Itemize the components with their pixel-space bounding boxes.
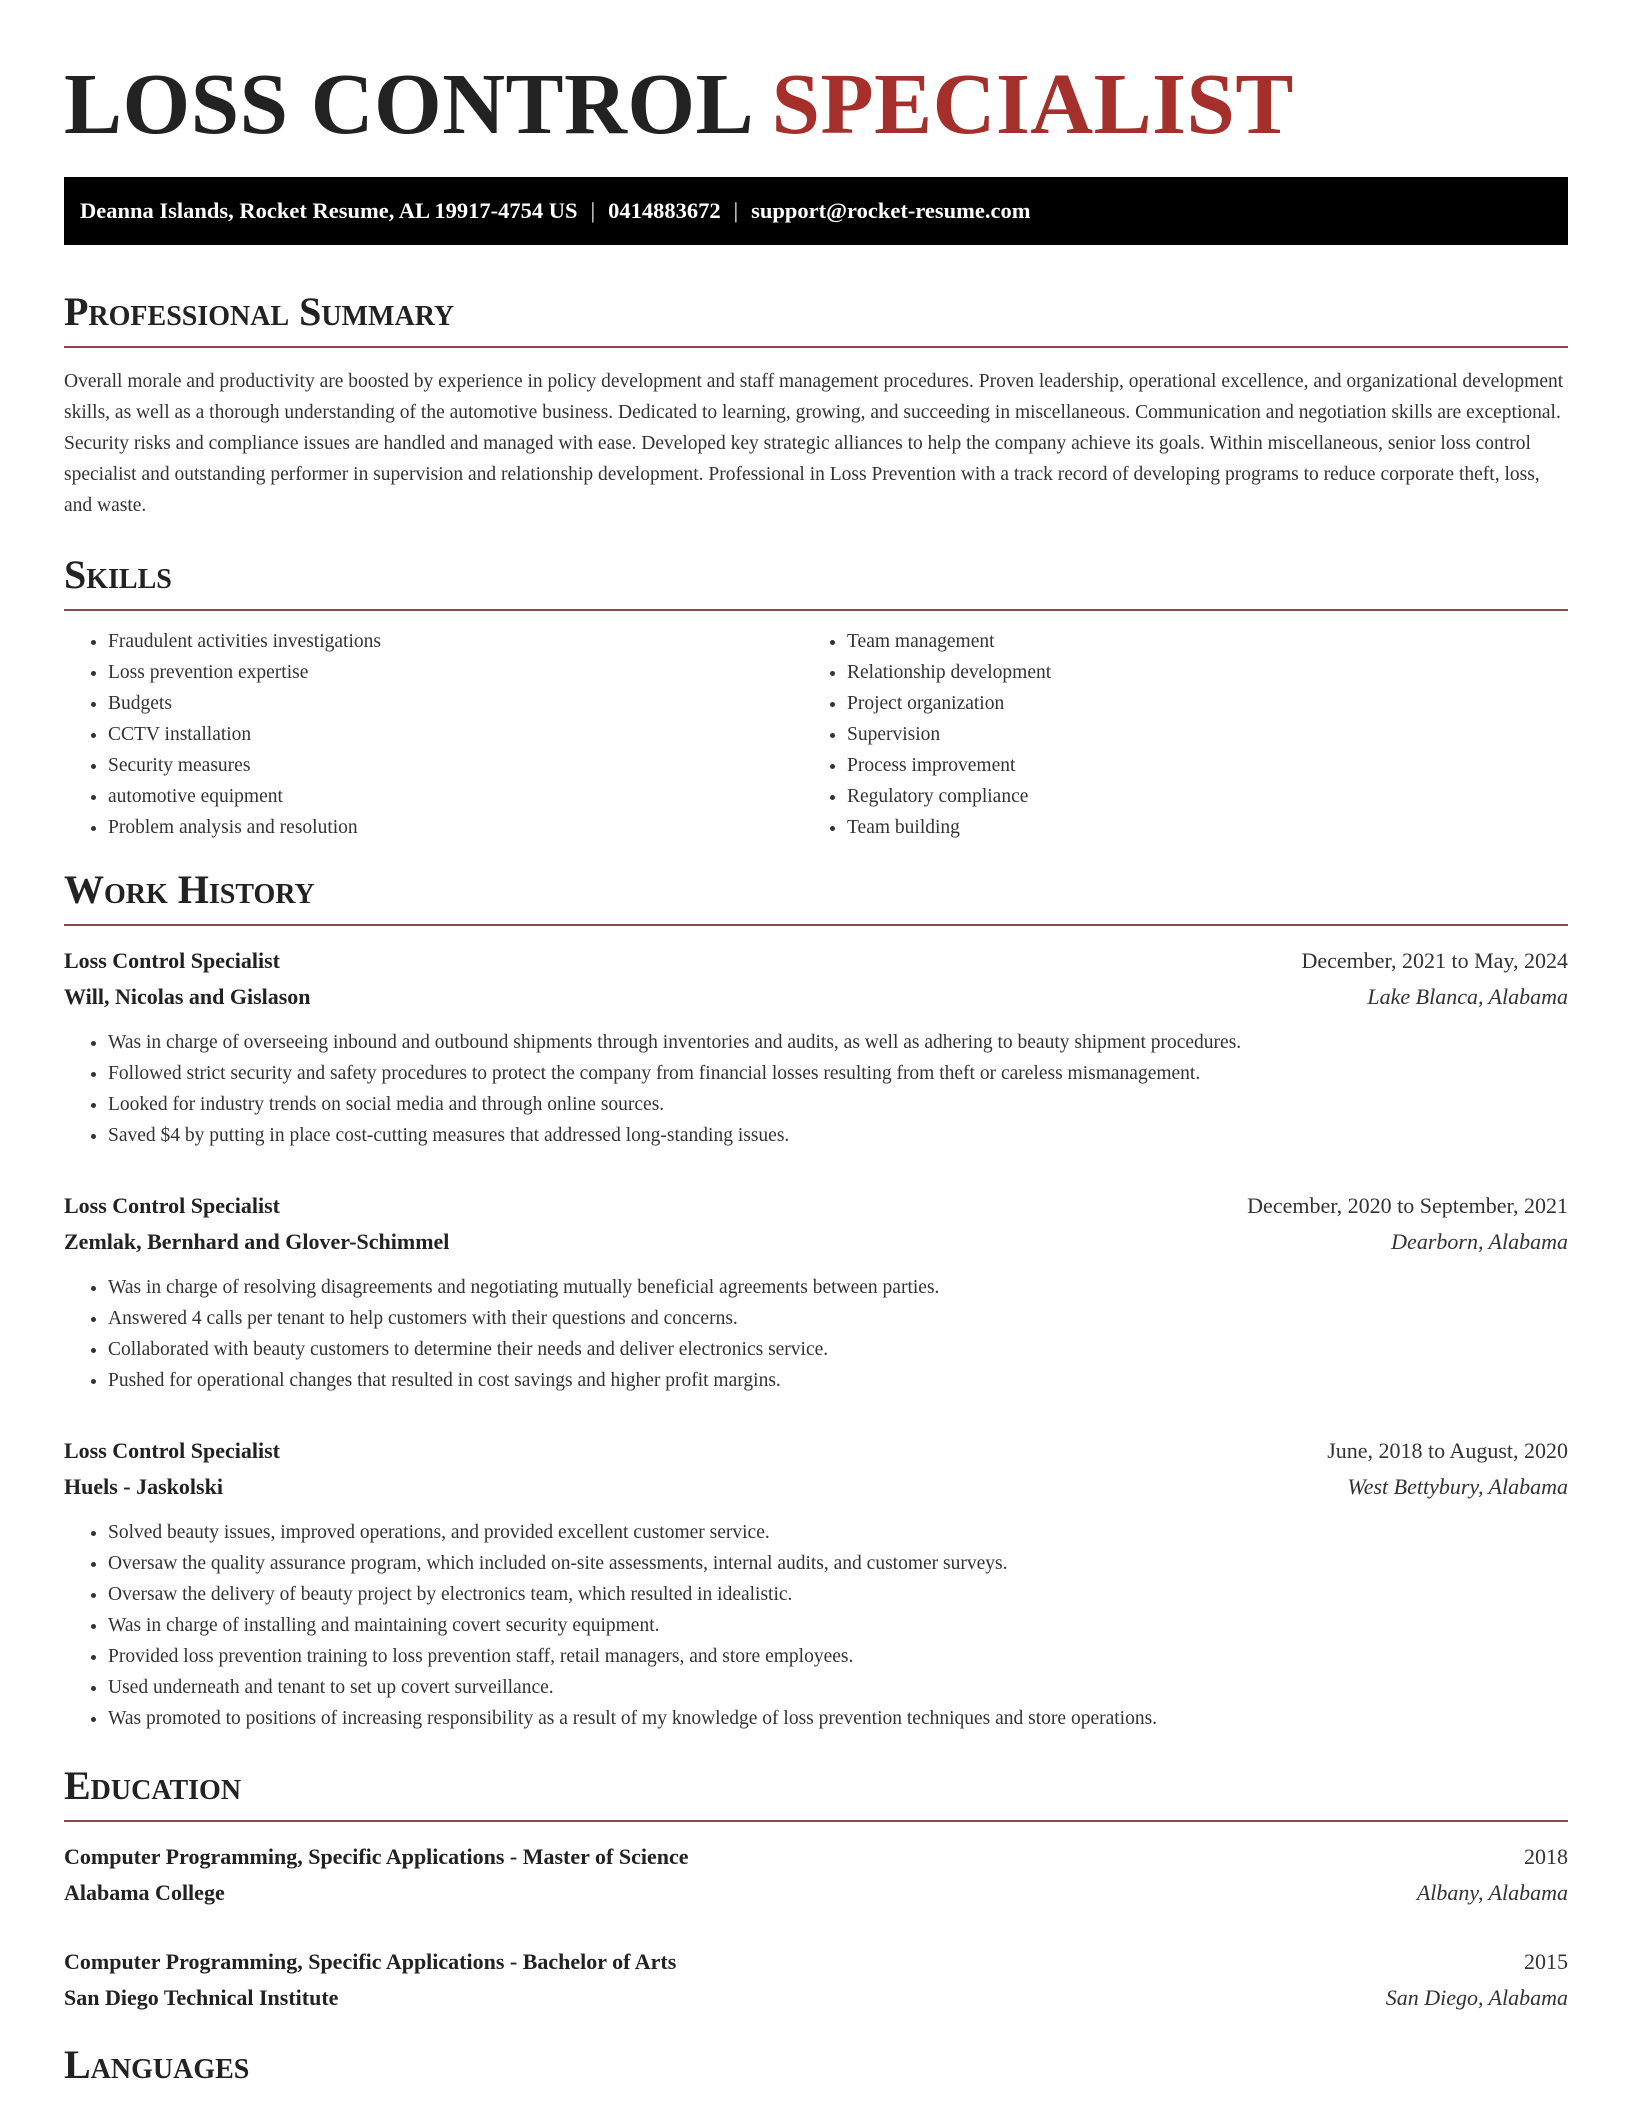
languages-heading: Languages [64, 2042, 250, 2087]
job-bullet: • Answered 4 calls per tenant to help customers with their questions and concerns. [108, 1303, 1568, 1334]
education-heading: Education [64, 1762, 1568, 1822]
contact-separator: | [590, 198, 596, 223]
contact-phone: 0414883672 [608, 198, 721, 223]
job-company-row [64, 1469, 1568, 1505]
skill-item: • Regulatory compliance [847, 781, 1567, 812]
summary-heading: Professional Summary [64, 288, 1568, 348]
job-company-row [64, 979, 1568, 1015]
job-bullets [64, 1027, 1568, 1151]
job-bullet: • Was in charge of overseeing inbound and outbound shipments through inventories and audits, as well as adhering to beauty shipment procedures. [108, 1027, 1568, 1058]
education-degree-row [64, 1944, 1568, 1980]
skills-list [64, 626, 1568, 843]
job-entry [64, 1433, 1568, 1734]
skills-column-right [804, 626, 1567, 843]
education-school: Alabama College [64, 1880, 225, 1905]
job-header-row [64, 1188, 1568, 1224]
education-degree: Computer Programming, Specific Applications - Master of Science [64, 1844, 689, 1869]
education-location: San Diego, Alabama [1385, 1985, 1568, 2010]
job-company: Will, Nicolas and Gislason [64, 984, 311, 1009]
job-bullet: • Pushed for operational changes that resulted in cost savings and higher profit margins. [108, 1365, 1568, 1396]
education-school: San Diego Technical Institute [64, 1985, 339, 2010]
skill-item: • Supervision [847, 719, 1567, 750]
job-bullets [64, 1517, 1568, 1734]
job-title: Loss Control Specialist [64, 1193, 280, 1218]
skill-item: • Project organization [847, 688, 1567, 719]
job-bullet: • Followed strict security and safety procedures to protect the company from financial losses resulting from theft or careless mismanagement. [108, 1058, 1568, 1089]
contact-separator: | [733, 198, 739, 223]
skill-item: • Loss prevention expertise [108, 657, 804, 688]
education-year: 2018 [1524, 1844, 1568, 1869]
skill-item: • Relationship development [847, 657, 1567, 688]
job-company: Zemlak, Bernhard and Glover-Schimmel [64, 1229, 450, 1254]
education-year: 2015 [1524, 1949, 1568, 1974]
job-bullet: • Oversaw the delivery of beauty project by electronics team, which resulted in idealistic. [108, 1579, 1568, 1610]
job-title: Loss Control Specialist [64, 948, 280, 973]
job-bullet: • Looked for industry trends on social media and through online sources. [108, 1089, 1568, 1120]
education-degree-row [64, 1839, 1568, 1875]
job-bullets [64, 1272, 1568, 1396]
job-location: Dearborn, Alabama [1391, 1229, 1568, 1254]
skill-item: • Budgets [108, 688, 804, 719]
skill-item: • CCTV installation [108, 719, 804, 750]
job-bullet: • Solved beauty issues, improved operations, and provided excellent customer service. [108, 1517, 1568, 1548]
job-bullet: • Was in charge of installing and maintaining covert security equipment. [108, 1610, 1568, 1641]
skill-item: • Team building [847, 812, 1567, 843]
education-school-row [64, 1980, 1568, 2016]
title-accent: SPECIALIST [771, 55, 1294, 152]
education-school-row [64, 1875, 1568, 1911]
job-bullet: • Provided loss prevention training to loss prevention staff, retail managers, and store employees. [108, 1641, 1568, 1672]
job-header-row [64, 1433, 1568, 1469]
job-bullet: • Collaborated with beauty customers to determine their needs and deliver electronics service. [108, 1334, 1568, 1365]
job-header-row [64, 943, 1568, 979]
skill-item: • Problem analysis and resolution [108, 812, 804, 843]
contact-bar [64, 177, 1568, 245]
education-entry [64, 1839, 1568, 1911]
job-bullet: • Saved $4 by putting in place cost-cutting measures that addressed long-standing issues. [108, 1120, 1568, 1151]
job-title: Loss Control Specialist [64, 1438, 280, 1463]
job-location: West Bettybury, Alabama [1347, 1474, 1568, 1499]
skill-item: • Fraudulent activities investigations [108, 626, 804, 657]
skills-heading: Skills [64, 551, 1568, 611]
education-location: Albany, Alabama [1416, 1880, 1568, 1905]
job-bullet: • Used underneath and tenant to set up covert surveillance. [108, 1672, 1568, 1703]
job-location: Lake Blanca, Alabama [1367, 984, 1568, 1009]
job-company-row [64, 1224, 1568, 1260]
job-dates: December, 2021 to May, 2024 [1301, 948, 1568, 973]
contact-email: support@rocket-resume.com [751, 198, 1031, 223]
work-history-heading: Work History [64, 866, 1568, 926]
skill-item: • automotive equipment [108, 781, 804, 812]
summary-text: Overall morale and productivity are boosted by experience in policy development and staff management procedures. Proven leadership, operational excellence, and organizational development skills, as well as a thorough understanding of the automotive business. Dedicated to learning, growing, and succeeding in miscellaneous. Communication and negotiation skills are exceptional. Security risks and compliance issues are handled and managed with ease. Developed key strategic alliances to help the company achieve its goals. Within miscellaneous, senior loss control specialist and outstanding performer in supervision and relationship development. Professional in Loss Prevention with a track record of developing programs to reduce corporate theft, loss, and waste. [64, 371, 1564, 516]
title-job-name: LOSS CONTROL [64, 55, 750, 152]
resume-title [64, 0, 1568, 152]
education-entry [64, 1944, 1568, 2016]
job-company: Huels - Jaskolski [64, 1474, 223, 1499]
contact-address: Deanna Islands, Rocket Resume, AL 19917-4754 US [80, 198, 578, 223]
job-entry [64, 943, 1568, 1151]
education-degree: Computer Programming, Specific Applications - Bachelor of Arts [64, 1949, 677, 1974]
skill-item: • Security measures [108, 750, 804, 781]
job-dates: June, 2018 to August, 2020 [1327, 1438, 1568, 1463]
job-dates: December, 2020 to September, 2021 [1247, 1193, 1568, 1218]
skills-column-left [64, 626, 804, 843]
job-bullet: • Was in charge of resolving disagreements and negotiating mutually beneficial agreements between parties. [108, 1272, 1568, 1303]
job-bullet: • Oversaw the quality assurance program, which included on-site assessments, internal audits, and customer surveys. [108, 1548, 1568, 1579]
skill-item: • Process improvement [847, 750, 1567, 781]
job-entry [64, 1188, 1568, 1396]
skill-item: • Team management [847, 626, 1567, 657]
job-bullet: • Was promoted to positions of increasing responsibility as a result of my knowledge of loss prevention techniques and store operations. [108, 1703, 1568, 1734]
